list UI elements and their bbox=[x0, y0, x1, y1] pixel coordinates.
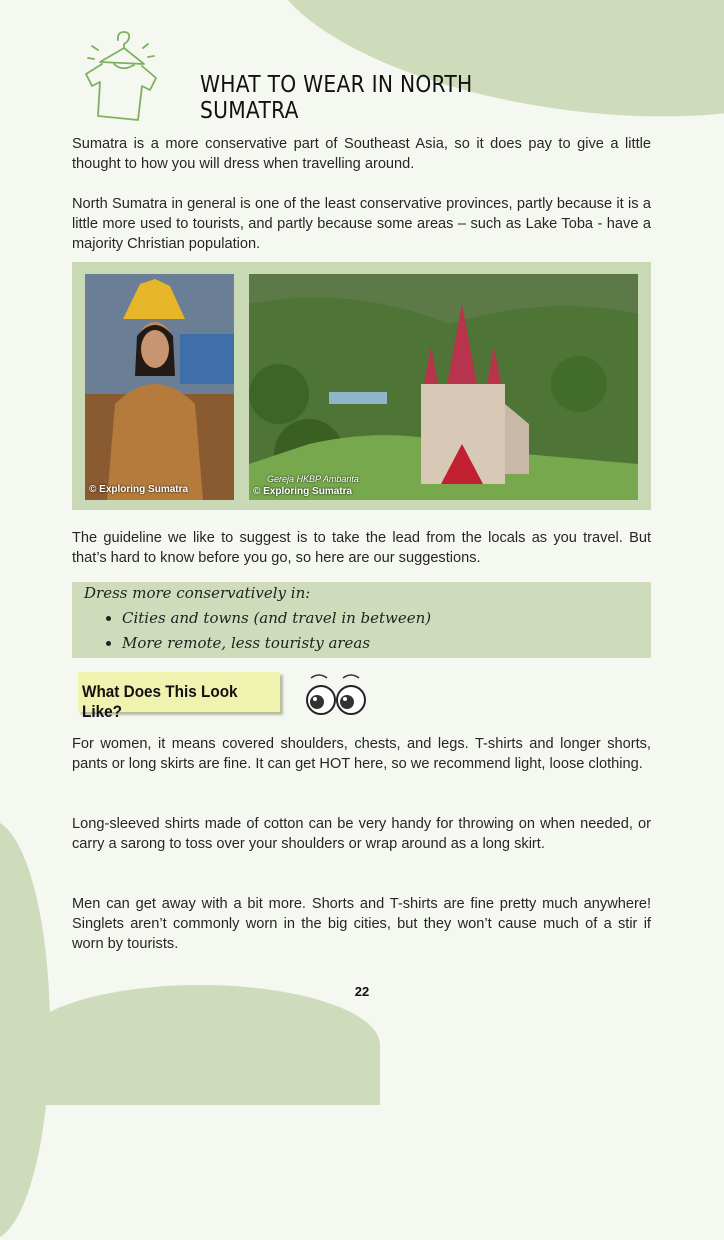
body-paragraph-1: For women, it means covered shoulders, chests, and legs. T-shirts and longer shorts, pants or long skirts are fine. It can get HOT here, so we recommend light, loose clothing. bbox=[72, 736, 651, 772]
photo-right-watermark: © Exploring Sumatra bbox=[253, 486, 353, 497]
section-subheading bbox=[78, 672, 280, 721]
decor-blob-bottom bbox=[20, 985, 380, 1105]
intro-paragraph-2: North Sumatra in general is one of the least conservative provinces, partly because it is a little more used to tourists, and partly because some areas – such as Lake Toba - have a majority Christian population. bbox=[72, 196, 651, 252]
subheading-text: What Does This Look Like? bbox=[82, 682, 238, 721]
guideline-paragraph: The guideline we like to suggest is to take the lead from the locals as you travel. But that’s hard to know before you go, so here are our suggestions. bbox=[72, 530, 651, 566]
copyright-icon: © bbox=[89, 484, 97, 495]
tshirt-hanger-icon bbox=[78, 26, 168, 121]
photo-church-illustration bbox=[249, 274, 638, 500]
photo-right-caption: Gereja HKBP Ambarita bbox=[267, 474, 359, 484]
body-paragraph-3: Men can get away with a bit more. Shorts and T-shirts are fine pretty much anywhere! Singlets aren’t commonly worn in the big cities, but they won’t cause much of a stir if worn by tourists. bbox=[72, 896, 651, 952]
list-item: • More remote, less touristy areas bbox=[122, 631, 431, 656]
list-item: • Cities and towns (and travel in between) bbox=[122, 606, 431, 631]
page-number: 22 bbox=[354, 984, 370, 999]
copyright-icon: © bbox=[253, 486, 261, 497]
photo-church bbox=[249, 274, 638, 500]
intro-paragraph-1: Sumatra is a more conservative part of Southeast Asia, so it does pay to give a little thought to how you will dress when travelling around. bbox=[72, 136, 651, 172]
body-paragraph-2: Long-sleeved shirts made of cotton can be very handy for throwing on when needed, or carry a sarong to toss over your shoulders or wrap around as a long skirt. bbox=[72, 816, 651, 852]
photo-woman-headdress bbox=[85, 274, 234, 500]
eyes-icon bbox=[305, 672, 369, 718]
dress-conservatively-box bbox=[72, 582, 651, 658]
dress-list bbox=[102, 606, 431, 656]
photo-woman-illustration bbox=[85, 274, 234, 500]
photo-left-watermark: © Exploring Sumatra bbox=[89, 484, 189, 495]
dress-box-title: Dress more conservatively in: bbox=[84, 584, 311, 602]
photo-frame bbox=[72, 262, 651, 510]
page-title: WHAT TO WEAR IN NORTH SUMATRA bbox=[200, 72, 473, 124]
